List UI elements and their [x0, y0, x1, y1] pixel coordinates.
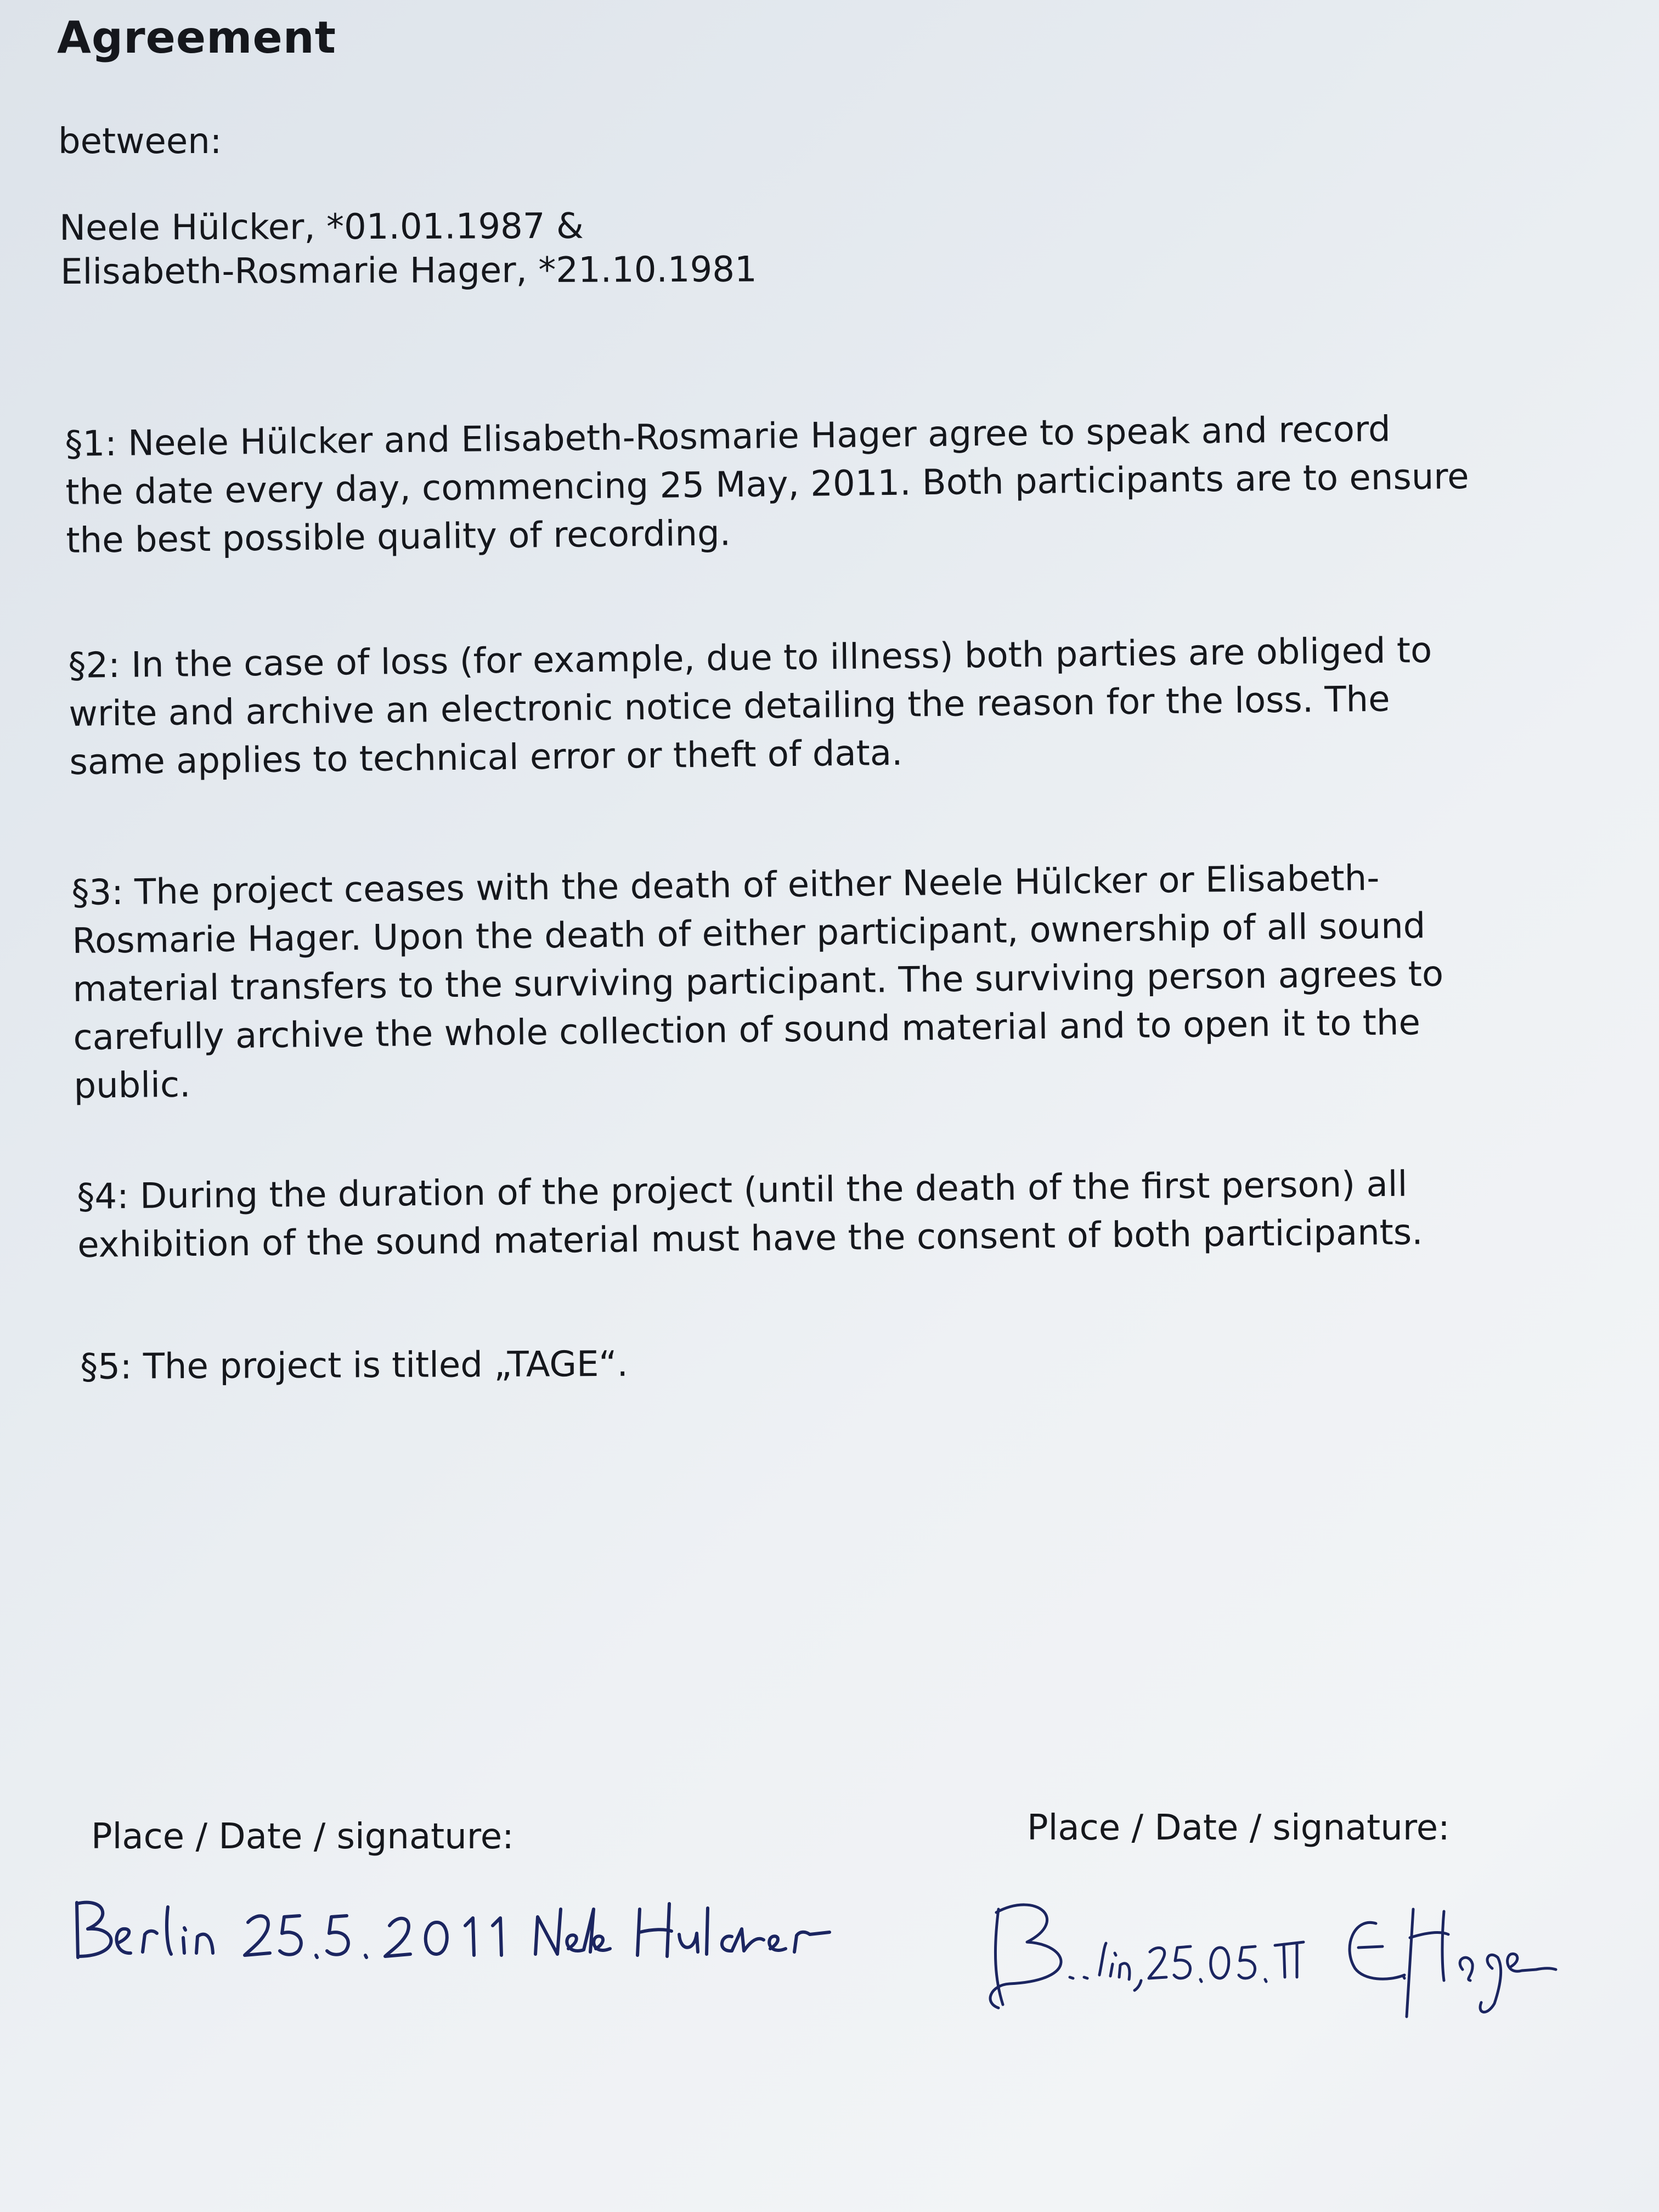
section-line: Rosmarie Hager. Upon the death of either participant, ownership of all sound — [72, 906, 1426, 962]
section-3 — [71, 854, 1445, 1110]
section-2 — [68, 627, 1434, 787]
handwritten-signature-right — [977, 1887, 1558, 2019]
signature-label-left: Place / Date / signature: — [91, 1816, 514, 1857]
signature-label-right: Place / Date / signature: — [1027, 1808, 1450, 1848]
section-line: the best possible quality of recording. — [66, 513, 731, 561]
section-line: public. — [74, 1064, 191, 1107]
handwritten-signature-left — [66, 1887, 834, 1970]
section-line: carefully archive the whole collection of sound material and to open it to the — [73, 1002, 1421, 1058]
section-line: §4: During the duration of the project (until the death of the first person) all — [77, 1164, 1408, 1217]
section-line: §3: The project ceases with the death of either Neele Hülcker or Elisabeth- — [71, 857, 1380, 913]
section-line: material transfers to the surviving participant. The surviving person agrees to — [72, 953, 1444, 1010]
section-1 — [65, 404, 1470, 565]
section-line: exhibition of the sound material must have the consent of both participants. — [77, 1212, 1423, 1266]
section-line: §5: The project is titled „TAGE“. — [80, 1344, 629, 1387]
section-line: write and archive an electronic notice detailing the reason for the loss. The — [69, 679, 1390, 735]
section-line: same applies to technical error or theft of data. — [69, 732, 903, 783]
section-5 — [80, 1340, 628, 1391]
between-label: between: — [58, 121, 222, 162]
section-line: §2: In the case of loss (for example, due to illness) both parties are obliged to — [68, 630, 1432, 686]
party-line-2: Elisabeth-Rosmarie Hager, *21.10.1981 — [60, 249, 757, 292]
section-4 — [77, 1160, 1423, 1269]
document-title: Agreement — [57, 12, 336, 63]
section-line: §1: Neele Hülcker and Elisabeth-Rosmarie Hager agree to speak and record — [65, 409, 1391, 465]
party-line-1: Neele Hülcker, *01.01.1987 & — [59, 206, 584, 249]
section-line: the date every day, commencing 25 May, 2011. Both participants are to ensure — [65, 456, 1469, 513]
